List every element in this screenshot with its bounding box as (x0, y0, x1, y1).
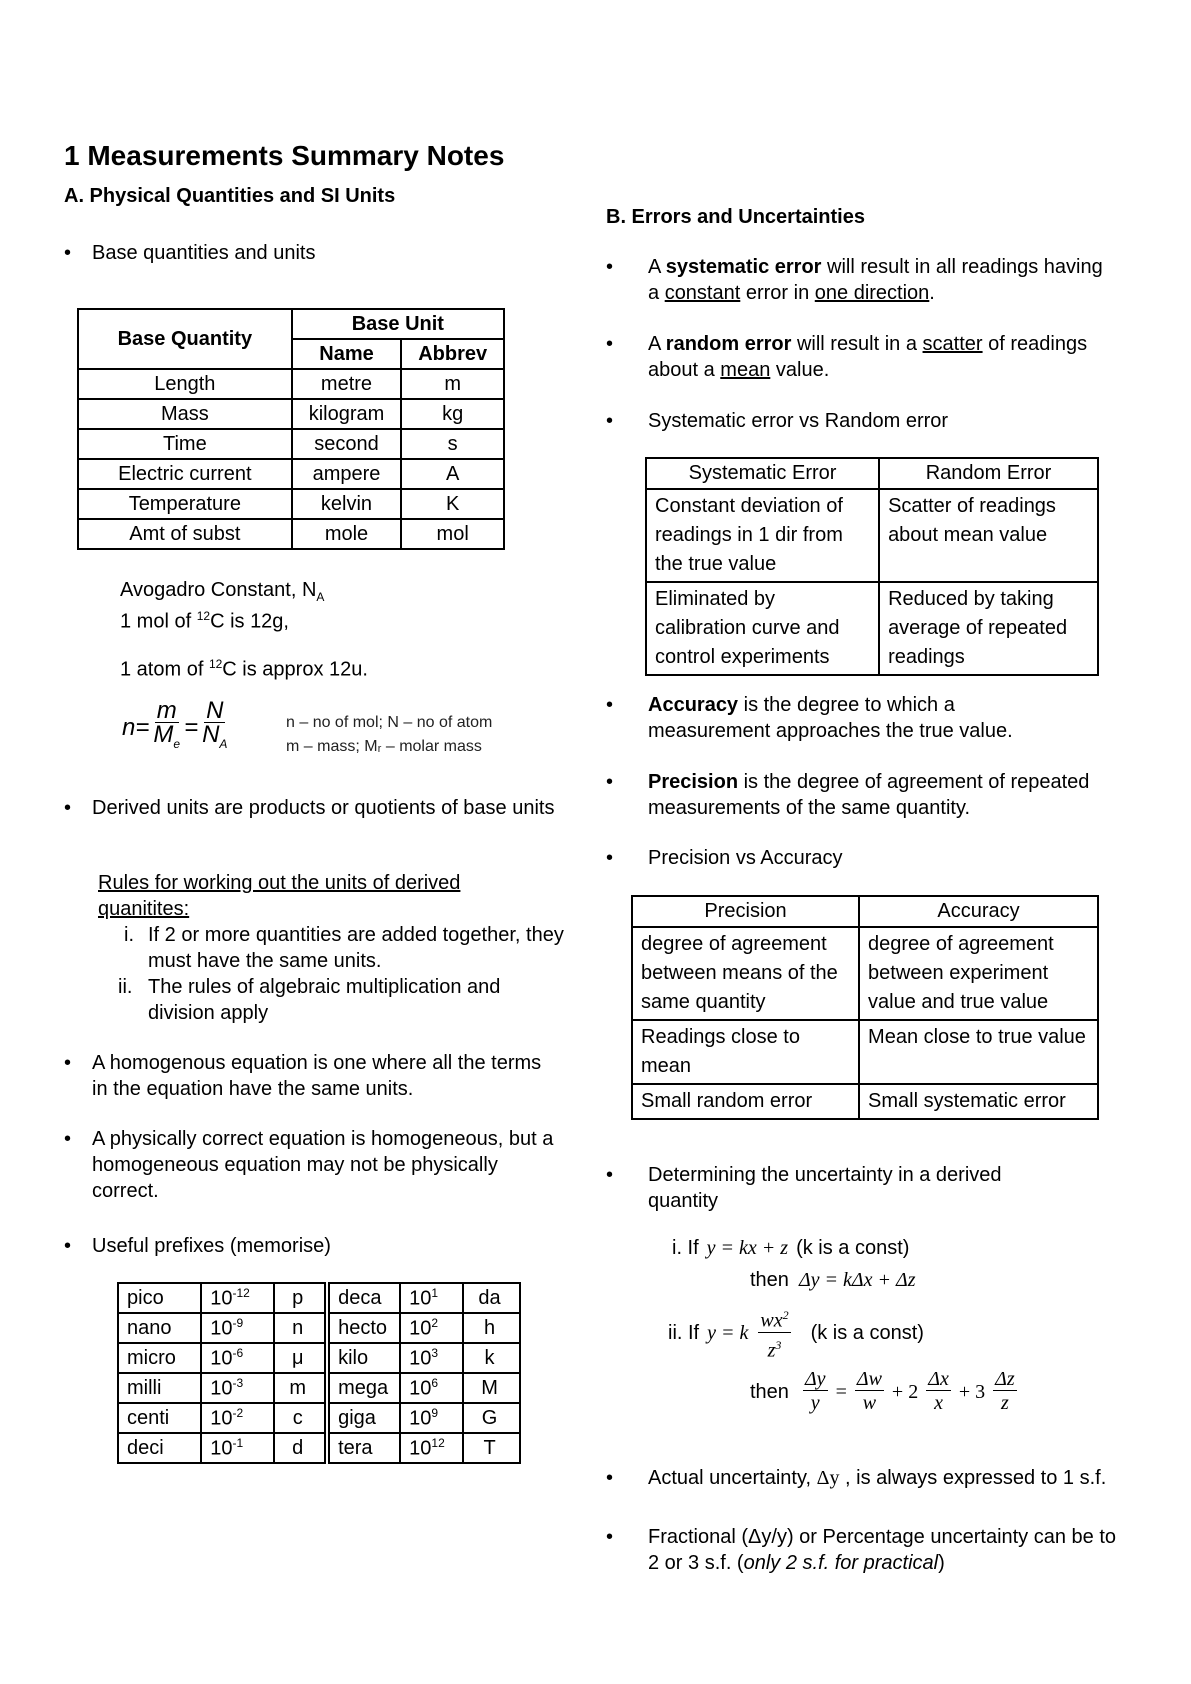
formula-me-base: M (153, 721, 174, 748)
uncertainty-rule-2 (668, 1304, 924, 1362)
prefix-power (201, 1433, 274, 1463)
cell-name: kilogram (292, 399, 402, 429)
prefix-symbol: n (274, 1313, 327, 1343)
rule-1-result: Δy = kΔx + Δz (798, 1269, 916, 1291)
power-base: 10 (210, 1377, 233, 1400)
cell-quantity: Amt of subst (78, 519, 292, 549)
power-base: 10 (409, 1317, 432, 1340)
prefix-name: pico (118, 1283, 201, 1313)
t: error in (740, 282, 815, 304)
mol-line (120, 603, 289, 635)
t: will result in a (791, 333, 923, 355)
t: Fractional (Δy/y) or Percentage uncertainty can be to 2 or 3 s.f. ( (648, 1526, 1117, 1574)
t: Actual uncertainty, (648, 1467, 817, 1489)
cell-name: kelvin (292, 489, 402, 519)
rule-2-fraction (758, 1304, 790, 1362)
op: + 3 (958, 1380, 986, 1403)
power-exp: -3 (232, 1375, 244, 1390)
rules-heading: Rules for working out the units of derived quanitites: (98, 872, 461, 920)
prefix-symbol: h (463, 1313, 520, 1343)
prefix-name: mega (327, 1373, 400, 1403)
cell-quantity: Length (78, 369, 292, 399)
t: will result in all readings having a (648, 256, 1103, 304)
cell-name: ampere (292, 459, 402, 489)
prefix-power (201, 1313, 274, 1343)
prefix-name: giga (327, 1403, 400, 1433)
rule-2-note: (k is a const) (810, 1322, 924, 1345)
rule-1-num: i. (124, 924, 134, 946)
term-accuracy: Accuracy (648, 694, 739, 716)
power-base: 10 (409, 1437, 432, 1460)
formula-note-2: m – mass; Mᵣ – molar mass (286, 738, 482, 755)
power-base: 10 (210, 1287, 233, 1310)
power-base: 10 (210, 1347, 233, 1370)
rule-2-denominator (766, 1333, 784, 1363)
header-abbrev: Abbrev (401, 339, 504, 369)
mol-sup: 12 (196, 609, 211, 623)
power-exp: -2 (232, 1405, 244, 1420)
table-row (632, 1084, 1098, 1119)
rule-label: ii. If (668, 1322, 700, 1345)
formula-me-sub: e (173, 736, 181, 751)
prefix-symbol: d (274, 1433, 327, 1463)
t: ) (938, 1552, 945, 1574)
t: , is always expressed to 1 s.f. (839, 1467, 1107, 1489)
power-base: 10 (409, 1407, 432, 1430)
fraction-m-me (151, 697, 182, 756)
prefix-symbol: p (274, 1283, 327, 1313)
cell: Readings close to mean (632, 1020, 859, 1084)
prefix-power (201, 1373, 274, 1403)
table-row (646, 489, 1098, 582)
prefix-power (400, 1373, 463, 1403)
power-base: 10 (409, 1287, 432, 1310)
section-a-heading: A. Physical Quantities and SI Units (64, 185, 396, 207)
cell-abbrev: m (401, 369, 504, 399)
cell-abbrev: s (401, 429, 504, 459)
section-b-heading: B. Errors and Uncertainties (606, 206, 865, 228)
header-base-quantity: Base Quantity (78, 309, 292, 369)
term-random-error: random error (665, 333, 792, 355)
prefix-name: tera (327, 1433, 400, 1463)
cell: Constant deviation of readings in 1 dir from the true value (646, 489, 879, 582)
header-systematic: Systematic Error (646, 458, 879, 489)
den-sup: 3 (775, 1337, 782, 1352)
prefix-power (400, 1343, 463, 1373)
systematic-error-text (648, 254, 1108, 306)
cell-abbrev: K (401, 489, 504, 519)
prefix-power (400, 1313, 463, 1343)
prefix-table (117, 1282, 521, 1464)
uncertainty-rule-2-result (750, 1368, 1019, 1415)
cell-name: mole (292, 519, 402, 549)
cell-abbrev: A (401, 459, 504, 489)
t: scatter (922, 333, 983, 355)
rule-1-note: (k is a const) (796, 1237, 910, 1259)
num-base: wx (760, 1309, 783, 1332)
cell: Mean close to true value (859, 1020, 1098, 1084)
cell: Small random error (632, 1084, 859, 1119)
prefix-row (118, 1343, 520, 1373)
power-exp: 6 (431, 1375, 439, 1390)
header-random: Random Error (879, 458, 1098, 489)
t: is the degree of agreement of repeated measurements of the same quantity. (648, 771, 1090, 819)
avogadro-label: Avogadro Constant, N (120, 579, 317, 601)
power-exp: -1 (232, 1435, 244, 1450)
d: y (810, 1392, 820, 1414)
prefix-power (201, 1343, 274, 1373)
table-row (632, 1020, 1098, 1084)
rule-2: The rules of algebraic multiplication and division apply (148, 976, 501, 1024)
precision-text (648, 769, 1108, 821)
power-exp: 3 (431, 1345, 439, 1360)
power-exp: 9 (431, 1405, 439, 1420)
mol-pre: 1 mol of (120, 610, 197, 633)
power-exp: -12 (232, 1285, 250, 1300)
uncertainty-rule-1-result (750, 1267, 916, 1293)
t: A (648, 256, 666, 278)
prefix-symbol: M (463, 1373, 520, 1403)
term-systematic-error: systematic error (665, 256, 822, 278)
den-base: z (767, 1339, 776, 1362)
cell: Eliminated by calibration curve and control experiments (646, 582, 879, 675)
atom-line (120, 651, 368, 683)
prefix-name: deca (327, 1283, 400, 1313)
cell-abbrev: kg (401, 399, 504, 429)
table-row (78, 369, 504, 399)
prefix-name: kilo (327, 1343, 400, 1373)
cell-quantity: Temperature (78, 489, 292, 519)
prefix-symbol: da (463, 1283, 520, 1313)
cell-name: second (292, 429, 402, 459)
then-label: then (750, 1269, 789, 1291)
rule-2-lhs: y = k (707, 1322, 749, 1345)
prefix-symbol: c (274, 1403, 327, 1433)
rule-2-num: ii. (118, 976, 133, 998)
table-row (78, 519, 504, 549)
prefix-row (118, 1373, 520, 1403)
formula-m: m (156, 697, 177, 724)
prefix-symbol: T (463, 1433, 520, 1463)
then-label: then (750, 1380, 789, 1403)
term-precision: Precision (648, 771, 739, 793)
prefix-name: milli (118, 1373, 201, 1403)
n: Δw (856, 1368, 882, 1390)
t: constant (664, 282, 741, 304)
cell-quantity: Time (78, 429, 292, 459)
frac-dy-y (803, 1368, 828, 1415)
t: is the degree to which a measurement approaches the true value. (648, 694, 1013, 742)
t: mean (720, 359, 771, 381)
table-row (78, 399, 504, 429)
prefix-symbol: G (463, 1403, 520, 1433)
prefix-symbol: m (274, 1373, 327, 1403)
prefix-symbol: μ (274, 1343, 327, 1373)
t: Δy (816, 1467, 840, 1489)
prefix-power (201, 1283, 274, 1313)
power-exp: -6 (232, 1345, 244, 1360)
uncertainty-rule-1 (672, 1235, 909, 1261)
cell-quantity: Electric current (78, 459, 292, 489)
precision-accuracy-table (631, 895, 1099, 1120)
table-row (78, 489, 504, 519)
prefix-power (400, 1403, 463, 1433)
num-sup: 2 (782, 1308, 789, 1322)
formula-me (151, 723, 182, 756)
prefix-row (118, 1313, 520, 1343)
rule-1: If 2 or more quantities are added together, they must have the same units. (148, 924, 564, 972)
header-base-unit: Base Unit (292, 309, 504, 339)
power-exp: 1 (431, 1285, 439, 1300)
formula-N: N (206, 697, 224, 724)
fractional-uncertainty-text (648, 1524, 1118, 1576)
d: z (1000, 1392, 1009, 1414)
t: only 2 s.f. for practical (743, 1552, 939, 1574)
frac-dx-x (926, 1368, 951, 1415)
table-row (78, 429, 504, 459)
op: + 2 (891, 1380, 919, 1403)
prefix-row (118, 1283, 520, 1313)
prefix-name: deci (118, 1433, 201, 1463)
power-base: 10 (409, 1377, 432, 1400)
prefix-power (400, 1283, 463, 1313)
actual-uncertainty-text (648, 1463, 1108, 1493)
prefix-name: nano (118, 1313, 201, 1343)
mole-formula (122, 697, 231, 756)
n: Δx (928, 1368, 949, 1390)
rule-2-numerator (758, 1304, 790, 1333)
mol-post: C is 12g, (210, 610, 289, 633)
power-base: 10 (210, 1317, 233, 1340)
table-row (78, 459, 504, 489)
atom-post: C is approx 12u. (222, 658, 368, 681)
header-name: Name (292, 339, 402, 369)
frac-dw-w (855, 1368, 884, 1415)
header-precision: Precision (632, 896, 859, 927)
cell-abbrev: mol (401, 519, 504, 549)
d: w (862, 1392, 877, 1414)
fraction-n-na (200, 697, 229, 756)
formula-note-1: n – no of mol; N – no of atom (286, 714, 493, 731)
cell: Small systematic error (859, 1084, 1098, 1119)
random-error-text (648, 331, 1088, 383)
cell: degree of agreement between experiment value and true value (859, 927, 1098, 1020)
n: Δz (995, 1368, 1015, 1390)
power-base: 10 (210, 1437, 233, 1460)
avogadro-sub: A (316, 590, 325, 604)
prefix-power (400, 1433, 463, 1463)
table-row (632, 927, 1098, 1020)
d: x (934, 1392, 943, 1414)
t: . (929, 282, 935, 304)
cell: Reduced by taking average of repeated readings (879, 582, 1098, 675)
page-title: 1 Measurements Summary Notes (64, 140, 505, 171)
formula-na-base: N (202, 721, 220, 748)
rule-1-equation: y = kx + z (706, 1237, 789, 1259)
power-base: 10 (409, 1347, 432, 1370)
t: of readings about a (648, 333, 1088, 381)
atom-sup: 12 (208, 657, 223, 671)
power-exp: 12 (431, 1435, 445, 1450)
rule-label: i. If (672, 1237, 699, 1259)
prefix-row (118, 1433, 520, 1463)
n: Δy (804, 1368, 826, 1390)
formula-eq: = (184, 713, 199, 741)
error-comparison-table (645, 457, 1099, 676)
op: = (835, 1380, 847, 1403)
atom-pre: 1 atom of (120, 658, 209, 681)
prefix-name: centi (118, 1403, 201, 1433)
cell: Scatter of readings about mean value (879, 489, 1098, 582)
prefix-name: micro (118, 1343, 201, 1373)
cell: degree of agreement between means of the same quantity (632, 927, 859, 1020)
cell-quantity: Mass (78, 399, 292, 429)
formula-na-sub: A (219, 736, 228, 751)
formula-n: n= (122, 713, 150, 741)
formula-na (200, 723, 229, 756)
t: one direction (814, 282, 930, 304)
table-row (646, 582, 1098, 675)
accuracy-text (648, 692, 1068, 744)
prefix-name: hecto (327, 1313, 400, 1343)
power-exp: 2 (431, 1315, 439, 1330)
prefix-power (201, 1403, 274, 1433)
prefix-row (118, 1403, 520, 1433)
base-units-table (77, 308, 505, 550)
header-accuracy: Accuracy (859, 896, 1098, 927)
t: A (648, 333, 666, 355)
power-exp: -9 (232, 1315, 244, 1330)
power-base: 10 (210, 1407, 233, 1430)
cell-name: metre (292, 369, 402, 399)
prefix-symbol: k (463, 1343, 520, 1373)
t: value. (770, 359, 830, 381)
frac-dz-z (993, 1368, 1017, 1415)
